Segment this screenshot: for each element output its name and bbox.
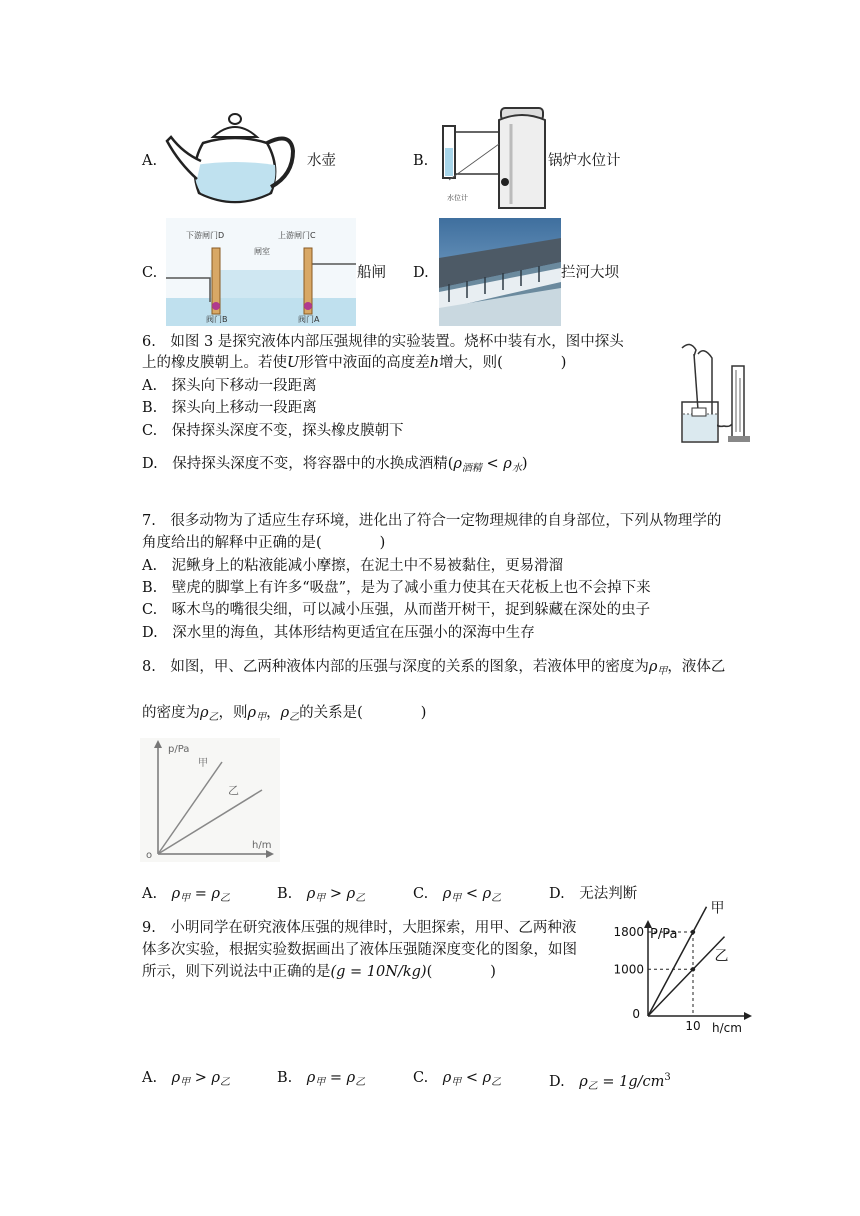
lock-label-valve-c: 上游闸门C xyxy=(278,231,316,240)
q7-option-b: B. 壁虎的脚掌上有许多“吸盘”，是为了减小重力使其在天花板上也不会掉下来 xyxy=(142,580,651,596)
q6-stem-line2: 上的橡皮膜朝上。若使U形管中液面的高度差h增大，则( ) xyxy=(142,355,567,371)
q7-option-a: A. 泥鳅身上的粘液能减小摩擦，在泥土中不易被黏住，更易滑溜 xyxy=(142,558,564,574)
q5-option-d-letter: D. xyxy=(413,265,429,281)
q5-option-d-label: 拦河大坝 xyxy=(561,265,619,281)
q9-option-a: A. $\rho_甲 > \rho_乙$ xyxy=(142,1070,231,1088)
q9-series-jia xyxy=(648,907,707,1016)
q9-origin-label: 0 xyxy=(632,1007,640,1021)
dam-photo xyxy=(439,218,561,326)
q8-x-label: h/m xyxy=(252,840,272,851)
q9-x-tick-10: 10 xyxy=(685,1019,701,1033)
q8-option-d: D. 无法判断 xyxy=(549,886,638,902)
q8-option-a: A. $\rho_甲 = \rho_乙$ xyxy=(142,886,231,904)
q8-y-label: p/Pa xyxy=(168,744,190,755)
q9-x-axis-arrow xyxy=(744,1012,752,1020)
q6-option-a: A. 探头向下移动一段距离 xyxy=(142,378,317,394)
q9-y-tick-1800: 1800 xyxy=(613,924,644,939)
q9-series-yi-label: 乙 xyxy=(714,948,729,965)
q8-option-c: C. $\rho_甲 < \rho_乙$ xyxy=(413,886,502,904)
q9-option-c: C. $\rho_甲 < \rho_乙$ xyxy=(413,1070,502,1088)
lock-label-valve-a: 阀门A xyxy=(298,315,320,324)
q9-series-yi xyxy=(648,937,725,1016)
boiler-gauge-image xyxy=(433,104,549,216)
q9-point-jia xyxy=(691,930,695,934)
q9-x-label: h/cm xyxy=(712,1021,742,1035)
q8-option-b: B. $\rho_甲 > \rho_乙$ xyxy=(277,886,366,904)
q8-stem-line1: 8. 如图，甲、乙两种液体内部的压强与深度的关系的图象，若液体甲的密度为$\rho_甲$，液体乙 xyxy=(142,659,726,677)
q9-y-tick-1000: 1000 xyxy=(613,962,644,977)
q8-line-yi-label: 乙 xyxy=(228,784,239,797)
pressure-probe-apparatus-image xyxy=(660,336,756,446)
q7-stem-line1: 7. 很多动物为了适应生存环境，进化出了符合一定物理规律的自身部位，下列从物理学的 xyxy=(142,513,722,529)
q9-y-label: P/Pa xyxy=(650,927,678,942)
boiler-caption: 水位计 xyxy=(447,194,468,202)
q6-stem-line1: 6. 如图 3 是探究液体内部压强规律的实验装置。烧杯中装有水，图中探头 xyxy=(142,334,624,350)
teapot-image xyxy=(165,107,297,215)
q8-origin-label: o xyxy=(146,850,153,861)
q6-option-d: D. 保持探头深度不变，将容器中的水换成酒精$(\rho_{酒精} < \rho_水)$ xyxy=(142,456,528,474)
q7-stem-line2: 角度给出的解释中正确的是( ) xyxy=(142,535,386,551)
q5-option-a-label: 水壶 xyxy=(307,153,336,169)
q9-option-d: D. $\rho_乙 = 1g/cm^3$ xyxy=(549,1072,671,1092)
q6-option-b: B. 探头向上移动一段距离 xyxy=(142,400,317,416)
q8-graph xyxy=(140,738,280,862)
q7-option-d: D. 深水里的海鱼，其体形结构更适宜在压强小的深海中生存 xyxy=(142,625,535,641)
q9-point-yi xyxy=(691,967,695,971)
q9-stem-line2: 体多次实验，根据实验数据画出了液体压强随深度变化的图象，如图 xyxy=(142,942,577,958)
q5-option-c-label: 船闸 xyxy=(357,265,386,281)
lock-label-valve-b: 阀门B xyxy=(206,315,228,324)
q9-stem-line3: 所示，则下列说法中正确的是(g = 10N/kg)( ) xyxy=(142,964,496,980)
ship-lock-image xyxy=(166,218,356,326)
q9-chart xyxy=(612,900,758,1036)
q9-series-jia-label: 甲 xyxy=(710,900,725,917)
q5-option-b-label: 锅炉水位计 xyxy=(548,153,621,169)
q9-stem-line1: 9. 小明同学在研究液体压强的规律时，大胆探索，用甲、乙两种液 xyxy=(142,920,577,936)
q9-option-b: B. $\rho_甲 = \rho_乙$ xyxy=(277,1070,366,1088)
q5-option-b-letter: B. xyxy=(413,153,429,169)
q8-stem-line2: 的密度为$\rho_乙$，则$\rho_甲$，$\rho_乙$的关系是( ) xyxy=(142,705,427,723)
q6-option-c: C. 保持探头深度不变，探头橡皮膜朝下 xyxy=(142,423,404,439)
lock-label-chamber: 闸室 xyxy=(254,247,270,256)
q8-line-jia-label: 甲 xyxy=(198,758,208,769)
q5-option-a-letter: A. xyxy=(142,153,158,169)
q5-option-c-letter: C. xyxy=(142,265,158,281)
lock-label-valve-d: 下游闸门D xyxy=(186,231,225,240)
q7-option-c: C. 啄木鸟的嘴很尖细，可以减小压强，从而凿开树干，捉到躲藏在深处的虫子 xyxy=(142,602,651,618)
